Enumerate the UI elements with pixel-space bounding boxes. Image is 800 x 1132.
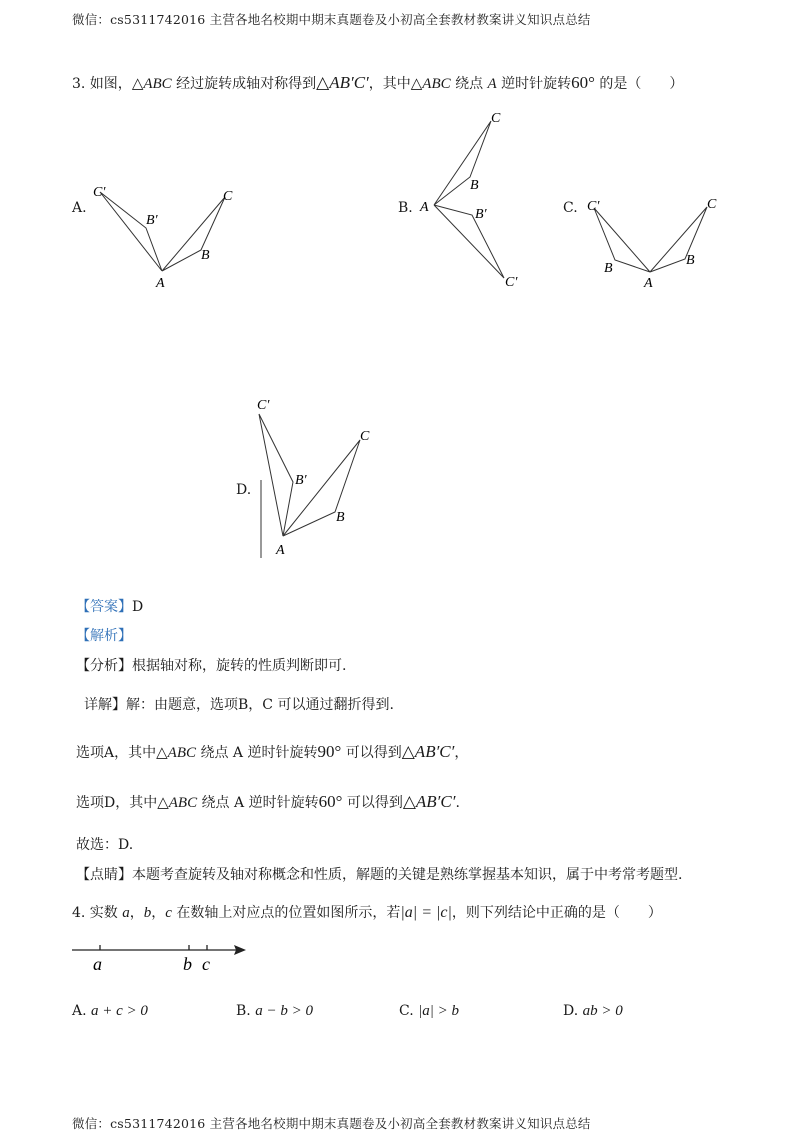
q3-angle: 60°: [571, 73, 595, 92]
dianjing-line: [76, 864, 682, 884]
option-a-label: A.: [72, 200, 87, 216]
label-a: A: [156, 276, 165, 291]
answer-line: [76, 596, 143, 616]
label-c: C: [491, 111, 501, 126]
q4-option-b: B. a − b > 0: [236, 1003, 313, 1019]
q4-option-a: A. a + c > 0: [72, 1003, 148, 1019]
triangle-lines: [162, 197, 225, 271]
label-b-prime: B′: [475, 207, 487, 222]
option-a-explain: 选项A，其中△ABC 绕点 A 逆时针旋转90° 可以得到△AB′C′，: [76, 742, 469, 761]
label-c: C: [707, 197, 717, 212]
q3-text1: 经过旋转成轴对称得到: [171, 76, 317, 92]
number-line: [70, 938, 255, 978]
question-4-stem: 4. 实数 a，b，c 在数轴上对应点的位置如图所示，若|a| = |c|，则下列结论中正确的是（ ）: [72, 904, 662, 921]
dianjing-text: 本题考查旋转及轴对称概念和性质，解题的关键是熟练掌握基本知识，属于中考常考题型.: [132, 867, 683, 883]
label-c: C: [223, 189, 233, 204]
label-c: C: [360, 429, 370, 444]
label-c-prime: C′: [505, 275, 518, 290]
option-d-figure: [248, 390, 388, 565]
q3-triangle-prime: △AB′C′: [316, 73, 369, 92]
label-b-left: B: [604, 261, 613, 276]
page-header: 微信：cs5311742016 主营各地名校期中期末真题卷及小初高全套教材教案讲义知识点总结: [72, 12, 591, 27]
label-a: A: [276, 543, 285, 558]
label-b: B: [470, 178, 479, 193]
label-c-prime: C′: [257, 398, 270, 413]
triangle-prime-lines: [594, 208, 650, 272]
label-b-prime: B′: [295, 473, 307, 488]
q3-text2: ，其中: [368, 76, 411, 92]
opt-d-result: △AB′C′: [402, 792, 456, 811]
opt-a-triangle: △ABC: [156, 745, 196, 761]
triangle-prime-lines: [434, 205, 504, 278]
triangle-lines: [434, 121, 491, 205]
analysis-tag: 【解析】: [76, 628, 132, 644]
triangle-lines: [650, 207, 707, 272]
choose-line: 故选：D.: [76, 837, 134, 853]
triangle-prime-lines: [100, 192, 162, 271]
label-c-prime: C′: [587, 199, 600, 214]
option-a-figure: [80, 175, 250, 295]
q3-triangle2: △ABC: [410, 76, 451, 92]
page-footer: 微信：cs5311742016 主营各地名校期中期末真题卷及小初高全套教材教案讲义知识点总结: [72, 1116, 591, 1131]
triangle-prime-lines: [259, 414, 293, 536]
q3-text4: 逆时针旋转: [496, 76, 572, 92]
q3-number: 3. 如图，: [72, 76, 132, 92]
detail-line: [84, 694, 394, 714]
dianjing-tag: 【点睛】: [76, 867, 132, 883]
option-b-label: B.: [398, 200, 413, 216]
axis-label-b: b: [183, 954, 192, 974]
label-b-right: B: [686, 253, 695, 268]
q3-text3: 绕点: [450, 76, 488, 92]
detail-text: 解：由题意，选项B，C 可以通过翻折得到.: [126, 697, 394, 713]
opt-a-result: △AB′C′: [401, 742, 455, 761]
detail-tag: 详解】: [84, 697, 126, 713]
axis-label-a: a: [93, 954, 102, 974]
question-3-stem: [72, 73, 683, 93]
triangle-lines: [283, 440, 360, 536]
fenxi-tag: 【分析】: [76, 658, 132, 674]
label-b-prime: B′: [146, 213, 158, 228]
label-b: B: [336, 510, 345, 525]
opt-d-triangle: △ABC: [157, 795, 198, 811]
fenxi-text: 根据轴对称，旋转的性质判断即可.: [132, 658, 347, 674]
q3-point-a: A: [487, 76, 497, 92]
opt-a-angle: 90°: [317, 742, 342, 761]
axis-label-c: c: [202, 954, 210, 974]
q4-option-d: D. ab > 0: [563, 1003, 623, 1019]
option-d-label: D.: [236, 482, 252, 498]
label-b: B: [201, 248, 210, 263]
label-a: A: [420, 200, 429, 215]
fenxi-line: [76, 655, 346, 675]
option-b-figure: [410, 105, 530, 300]
q3-triangle: △ABC: [131, 76, 172, 92]
opt-d-angle: 60°: [318, 792, 343, 811]
option-c-figure: [580, 190, 730, 295]
option-c-label: C.: [563, 200, 578, 216]
answer-tag: 【答案】: [76, 599, 132, 615]
label-c-prime: C′: [93, 185, 106, 200]
q4-option-c: C. |a| > b: [399, 1003, 459, 1019]
q3-text5: 的是（ ）: [594, 76, 684, 92]
q4-condition: |a| = |c|: [400, 904, 452, 921]
label-a: A: [644, 276, 653, 291]
option-d-explain: 选项D，其中△ABC 绕点 A 逆时针旋转60° 可以得到△AB′C′.: [76, 792, 460, 811]
answer-value: D: [132, 599, 144, 615]
